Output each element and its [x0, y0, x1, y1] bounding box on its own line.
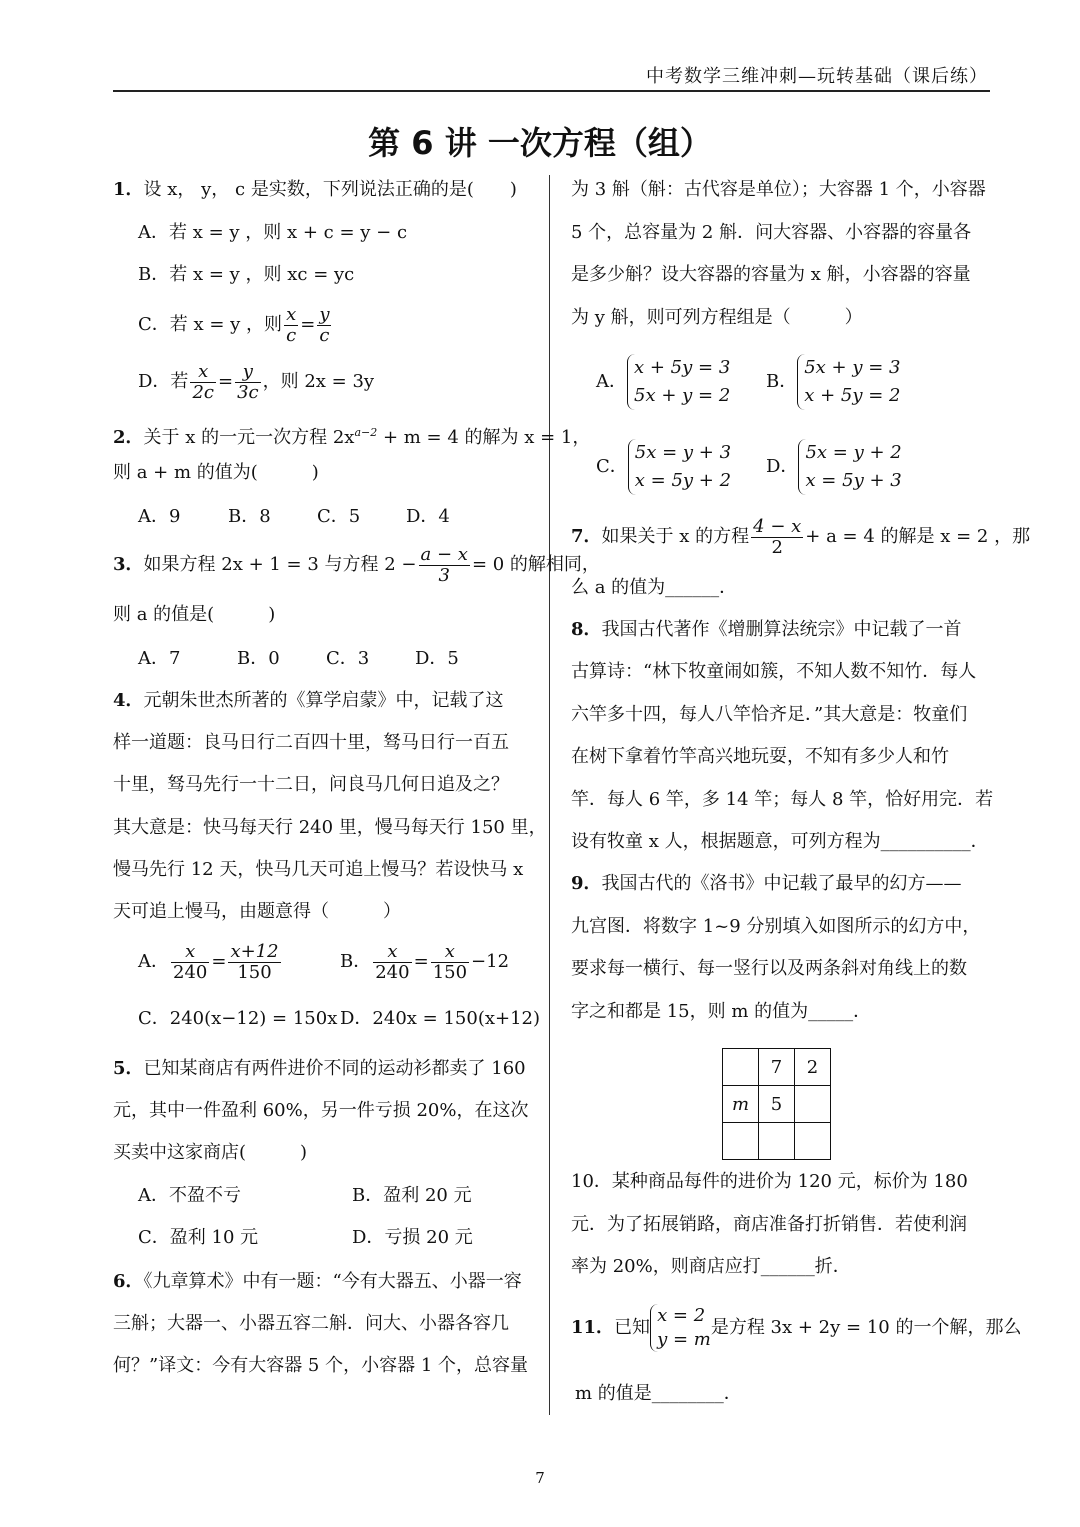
equation: x + 5y = 3 — [634, 357, 731, 378]
q4-b-frac2 — [431, 942, 469, 983]
frac-num: x — [171, 942, 209, 963]
q4-line: 其大意是：快马每天行 240 里，慢马每天行 150 里， — [113, 817, 547, 838]
q8-line: 设有牧童 x 人，根据题意，可列方程为__________． — [571, 831, 989, 852]
frac-num: x — [286, 303, 297, 325]
q8-line: 六竿多十四，每人八竿恰齐足．”其大意是：牧童们 — [571, 704, 968, 725]
grid-cell — [795, 1086, 831, 1123]
grid-row — [723, 1049, 831, 1086]
q1-option-a: A．若 x = y ，则 x + c = y − c — [138, 222, 408, 243]
q8-line — [571, 618, 962, 642]
grid-cell: m — [723, 1086, 759, 1123]
q5-line: 元，其中一件盈利 60%，另一件亏损 20%，在这次 — [113, 1100, 529, 1121]
q2-exponent: a−2 — [354, 426, 378, 439]
equation: x = 2 — [657, 1305, 706, 1326]
grid-cell: 2 — [795, 1049, 831, 1086]
grid-cell — [723, 1049, 759, 1086]
q2-line2: 则 a + m 的值为( ) — [113, 462, 319, 483]
q11-text-b: 是方程 3x + 2y = 10 的一个解，那么 — [710, 1317, 1022, 1338]
option-label: A． — [138, 951, 169, 972]
q4-number: 4． — [113, 690, 144, 711]
q6-line: 何？”译文：今有大容器 5 个，小容器 1 个，总容量 — [113, 1355, 528, 1376]
q2-option-c: C．5 — [317, 506, 361, 527]
q7-text-b: + a = 4 的解是 x = 2 ，那 — [805, 526, 1031, 547]
equation: x = 5y + 2 — [634, 470, 732, 491]
frac-num: x+12 — [230, 940, 279, 962]
q2-line1 — [113, 421, 590, 450]
q7-line2: 么 a 的值为______． — [571, 577, 738, 598]
q2-number: 2． — [113, 427, 144, 448]
frac-num: a − x — [420, 543, 468, 565]
q8-line: 竿．每人 6 竿，多 14 竿；每人 8 竿，恰好用完．若 — [571, 789, 994, 810]
page-title: 第 6 讲 一次方程（组） — [368, 124, 712, 162]
q4-option-c: C．240(x−12) = 150x — [138, 1008, 338, 1029]
q1-c-prefix: C．若 x = y ，则 — [138, 314, 283, 335]
q5-option-b: B．盈利 20 元 — [352, 1185, 472, 1206]
q6-line: 三斛；大器一、小器五容二斛．问大、小器各容几 — [113, 1313, 509, 1334]
frac-den: 240 — [173, 961, 208, 983]
grid-cell — [723, 1123, 759, 1160]
q4-option-a: A． $\frac{x}{240}$ = $\frac{x+12}{150}$ — [138, 940, 279, 983]
q9-line: 字之和都是 15，则 m 的值为_____． — [571, 1001, 872, 1022]
frac-den: c — [319, 324, 330, 346]
q5-option-a: A．不盈不亏 — [138, 1185, 241, 1206]
equation-system — [797, 354, 900, 410]
q4-option-d: D．240x = 150(x+12) — [340, 1008, 541, 1029]
q1-d-suffix: ，则 2x = 3y — [262, 371, 375, 392]
q3-line2: 则 a 的值是( ) — [113, 604, 276, 625]
option-label: B． — [766, 371, 798, 392]
frac-den: 150 — [237, 961, 272, 983]
q7-line1 — [571, 515, 1030, 559]
q2-text-a: 关于 x 的一元一次方程 2x — [143, 427, 355, 448]
q9-number: 9． — [571, 873, 602, 894]
eq-sign: = — [300, 314, 316, 335]
frac-num: x — [190, 362, 216, 383]
q8-number: 8． — [571, 619, 602, 640]
q6-number: 6． — [113, 1271, 144, 1292]
q6-option-c — [596, 437, 731, 497]
frac-num: y — [319, 303, 330, 325]
q7-text-a: 如果关于 x 的方程 — [601, 526, 750, 547]
equation: 5x = y + 2 — [805, 442, 902, 463]
q2-option-b: B．8 — [228, 506, 271, 527]
equation-system — [627, 354, 730, 410]
frac-den: 2c — [192, 381, 214, 403]
q1-text: 设 x， y， c 是实数，下列说法正确的是( ) — [143, 179, 517, 200]
q6-option-b — [766, 352, 901, 412]
column-divider — [549, 175, 550, 1415]
eq-sign: = — [217, 371, 234, 392]
q4-a-frac2 — [228, 942, 280, 983]
q3-option-a: A．7 — [138, 648, 181, 669]
q11-line1 — [571, 1298, 1021, 1358]
q6-option-d — [766, 437, 902, 497]
q3-text-a: 如果方程 2x + 1 = 3 与方程 2 − — [143, 554, 417, 575]
q9-line: 九宫图．将数字 1~9 分别填入如图所示的幻方中， — [571, 916, 981, 937]
q9-line: 要求每一横行、每一竖行以及两条斜对角线上的数 — [571, 958, 967, 979]
q10-number: 10． — [571, 1171, 612, 1192]
frac-den: 3c — [237, 381, 259, 403]
option-label: B． — [340, 951, 372, 972]
grid-cell — [795, 1123, 831, 1160]
frac-num: x — [431, 942, 469, 963]
q6-line — [113, 1270, 522, 1294]
q8-text: 我国古代著作《增删算法统宗》中记载了一首 — [601, 619, 962, 640]
q5-line — [113, 1057, 526, 1081]
q4-text: 元朝朱世杰所著的《算学启蒙》中，记载了这 — [143, 690, 504, 711]
q3-option-b: B．0 — [237, 648, 280, 669]
magic-square — [722, 1048, 831, 1160]
q5-number: 5． — [113, 1058, 144, 1079]
option-label: A． — [596, 371, 627, 392]
q7-frac — [751, 517, 803, 558]
q7-number: 7． — [571, 526, 602, 547]
q8-line: 在树下拿着竹竿高兴地玩耍，不知有多少人和竹 — [571, 746, 949, 767]
q4-option-b: B． $\frac{x}{240}$ = $\frac{x}{150}$ −12 — [340, 940, 510, 983]
equation: y = m — [657, 1329, 711, 1350]
q4-b-suffix: −12 — [471, 951, 510, 972]
q11-text-a: 已知 — [614, 1317, 651, 1338]
q5-text: 已知某商店有两件进价不同的运动衫都卖了 160 — [143, 1058, 526, 1079]
q1-d-frac2 — [235, 362, 261, 403]
q3-option-c: C．3 — [326, 648, 370, 669]
q5-option-d: D．亏损 20 元 — [352, 1227, 473, 1248]
grid-cell: 5 — [759, 1086, 795, 1123]
q1-d-prefix: D．若 — [138, 371, 189, 392]
grid-row — [723, 1086, 831, 1123]
q1-option-c — [138, 303, 333, 347]
q3-frac — [419, 545, 470, 586]
equation: 5x + y = 2 — [634, 385, 731, 406]
q6-line: 为 y 斛，则可列方程组是（ ） — [571, 307, 863, 328]
q1-c-frac2 — [317, 305, 331, 346]
q1-option-d — [138, 360, 374, 404]
grid-cell: 7 — [759, 1049, 795, 1086]
q10-line — [571, 1170, 968, 1194]
equation-system — [628, 439, 731, 495]
q4-line — [113, 689, 504, 713]
q1-option-b: B．若 x = y ，则 xc = yc — [138, 264, 355, 285]
q6-line: 为 3 斛（斛：古代容是单位）；大容器 1 个，小容器 — [571, 179, 986, 200]
q2-option-a: A．9 — [138, 506, 181, 527]
q2-option-d: D．4 — [406, 506, 450, 527]
header-rule — [113, 90, 990, 92]
frac-den: 240 — [375, 961, 410, 983]
q4-b-frac1 — [373, 942, 411, 983]
q10-line: 率为 20%，则商店应打______折． — [571, 1256, 851, 1277]
q4-a-frac1 — [171, 942, 209, 983]
frac-num: y — [235, 362, 261, 383]
q10-text: 某种商品每件的进价为 120 元，标价为 180 — [611, 1171, 968, 1192]
q4-line: 十里，驽马先行一十二日，问良马几何日追及之？ — [113, 774, 509, 795]
q1-number: 1． — [113, 179, 144, 200]
q4-line: 样一道题：良马日行二百四十里，驽马日行一百五 — [113, 732, 509, 753]
frac-num: x — [373, 942, 411, 963]
equation: x + 5y = 2 — [804, 385, 901, 406]
q4-line: 慢马先行 12 天，快马几天可追上慢马？若设快马 x — [113, 859, 524, 880]
frac-den: c — [286, 324, 297, 346]
page-number: 7 — [535, 1469, 545, 1487]
q9-text: 我国古代的《洛书》中记载了最早的幻方—— — [601, 873, 962, 894]
q5-option-c: C．盈利 10 元 — [138, 1227, 259, 1248]
frac-den: 150 — [432, 961, 468, 983]
equation: 5x + y = 3 — [804, 357, 901, 378]
grid-cell — [759, 1123, 795, 1160]
equation: x = 5y + 3 — [805, 470, 902, 491]
equation-system — [798, 439, 901, 495]
option-label: C． — [596, 456, 628, 477]
q3-number: 3． — [113, 554, 144, 575]
q5-line: 买卖中这家商店( ) — [113, 1142, 308, 1163]
frac-num: 4 − x — [753, 515, 802, 537]
q6-line: 是多少斛？设大容器的容量为 x 斛，小容器的容量 — [571, 264, 971, 285]
frac-den: 3 — [438, 564, 450, 586]
q8-line: 古算诗：“林下牧童闹如簇，不知人数不知竹．每人 — [571, 661, 977, 682]
q6-line: 5 个，总容量为 2 斛．问大容器、小容器的容量各 — [571, 222, 972, 243]
q4-line: 天可追上慢马，由题意得（ ） — [113, 901, 401, 922]
equation: 5x = y + 3 — [634, 442, 732, 463]
q1-stem — [113, 178, 517, 202]
q11-line2: m 的值是________． — [575, 1383, 742, 1404]
q10-line: 元．为了拓展销路，商店准备打折销售．若使利润 — [571, 1214, 967, 1235]
q6-text: 《九章算术》中有一题：“今有大器五、小器一容 — [143, 1271, 522, 1292]
q3-text-b: = 0 的解相同， — [471, 554, 600, 575]
q2-text-b: + m = 4 的解为 x = 1， — [377, 427, 591, 448]
q3-option-d: D．5 — [415, 648, 459, 669]
option-label: D． — [766, 456, 799, 477]
q6-option-a — [596, 352, 730, 412]
grid-row — [723, 1123, 831, 1160]
q1-c-frac1 — [284, 305, 298, 346]
header: 中考数学三维冲刺—玩转基础（课后练） — [646, 66, 988, 87]
q9-line — [571, 872, 962, 896]
frac-den: 2 — [771, 536, 783, 558]
q1-d-frac1 — [190, 362, 216, 403]
equation-system — [650, 1304, 711, 1352]
q3-line1 — [113, 543, 600, 587]
q11-number: 11． — [571, 1317, 615, 1338]
